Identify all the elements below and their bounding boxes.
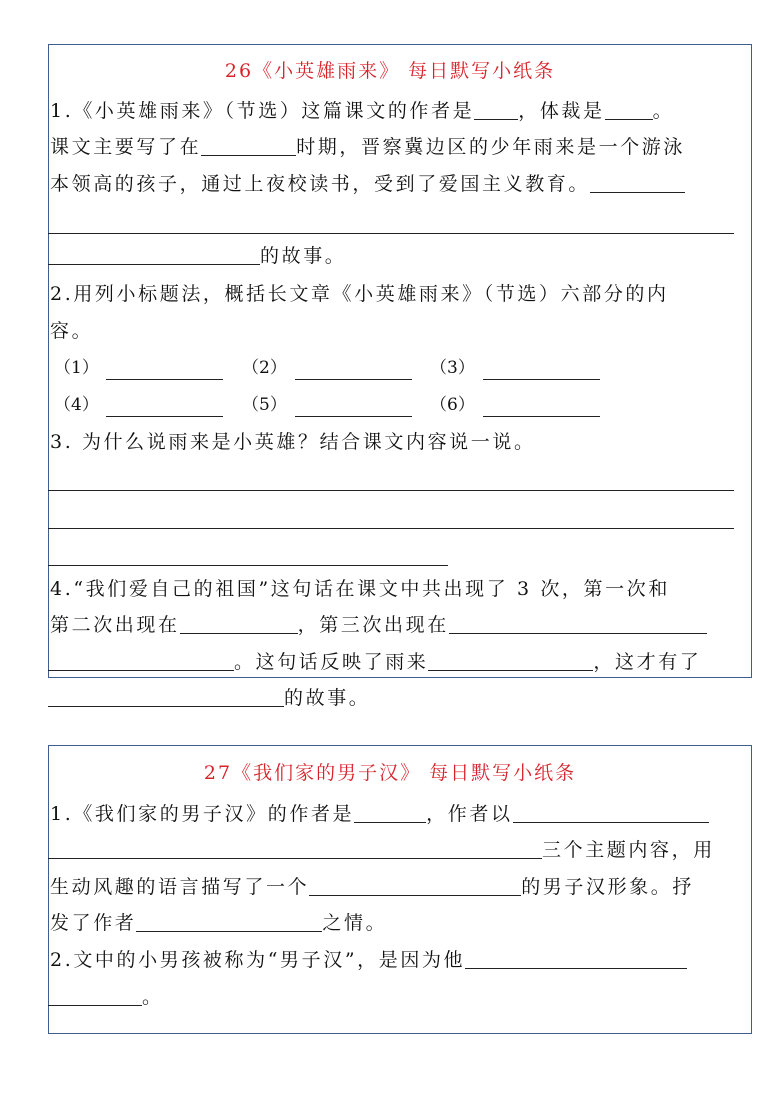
c2-q2-line2: 。 [48,985,164,1009]
c1-q1-line1: 1.《小英雄雨来》（节选）这篇课文的作者是 ，体裁是 。 [50,100,675,122]
c1-q4-line2: 第二次出现在 ，第三次出现在 [50,613,707,637]
theme-blank-1[interactable] [513,802,709,823]
subtitle-label-1: （1） [54,358,99,378]
c1-q1-line5: 的故事。 [48,244,346,268]
subtitle-blank-6[interactable] [483,416,600,417]
story-blank-2[interactable] [48,233,734,234]
story-blank-3[interactable] [48,244,260,265]
subtitle-label-2: （2） [242,358,287,378]
genre-blank[interactable] [605,99,653,120]
c1-q1-line2: 课文主要写了在 时期，晋察冀边区的少年雨来是一个游泳 [50,136,686,158]
theme-blank-2[interactable] [48,838,542,859]
reason-blank-1[interactable] [465,948,687,969]
answer-line-3[interactable] [48,565,448,566]
subtitle-blank-2[interactable] [295,379,412,380]
subtitle-label-5: （5） [242,395,287,415]
c1-q2-line1: 2.用列小标题法，概括长文章《小英雄雨来》（节选）六部分的内 [50,283,669,305]
c2-q1-line3: 生动风趣的语言描写了一个 的男子汉形象。抒 [50,876,695,898]
c2-q1-line1: 1.《我们家的男子汉》的作者是 ，作者以 [50,802,709,826]
c1-q4-line1: 4.“我们爱自己的祖国”这句话在课文中共出现了 3 次，第一次和 [50,578,670,600]
author-blank[interactable] [474,99,518,120]
story-blank-1[interactable] [590,172,685,193]
c2-q1-line2: 三个主题内容，用 [48,838,715,862]
answer-line-1[interactable] [48,490,734,491]
c2-author-blank[interactable] [354,802,426,823]
reason-blank-2[interactable] [48,985,142,1006]
second-occurrence-blank[interactable] [48,650,234,671]
c1-q4-line4: 的故事。 [48,686,370,710]
period-blank[interactable] [201,135,296,156]
c2-q2-line1: 2.文中的小男孩被称为“男子汉”，是因为他 [50,948,687,972]
subtitle-blank-3[interactable] [483,379,600,380]
card2-title: 27《我们家的男子汉》 每日默写小纸条 [203,762,577,784]
third-occurrence-blank[interactable] [449,613,707,634]
c2-q1-line4: 发了作者 之情。 [50,912,388,934]
first-occurrence-blank[interactable] [180,613,298,634]
subtitle-blank-1[interactable] [106,379,223,380]
subtitle-blank-4[interactable] [106,416,223,417]
c1-q1-line3: 本领高的孩子，通过上夜校读书，受到了爱国主义教育。 [50,172,685,196]
answer-line-2[interactable] [48,528,734,529]
subtitle-label-6: （6） [430,395,475,415]
subtitle-label-3: （3） [430,358,475,378]
c1-q3-line1: 3. 为什么说雨来是小英雄？结合课文内容说一说。 [50,431,536,453]
reflects-blank[interactable] [428,650,593,671]
feeling-blank[interactable] [136,911,322,932]
c1-q2-line2: 容。 [50,320,94,342]
image-blank[interactable] [309,875,521,896]
subtitle-blank-5[interactable] [295,416,412,417]
card1-title: 26《小英雄雨来》 每日默写小纸条 [224,60,556,82]
subtitle-label-4: （4） [54,395,99,415]
c1-q4-line3: 。这句话反映了雨来 ，这才有了 [48,650,701,674]
story-blank-4[interactable] [48,686,284,707]
